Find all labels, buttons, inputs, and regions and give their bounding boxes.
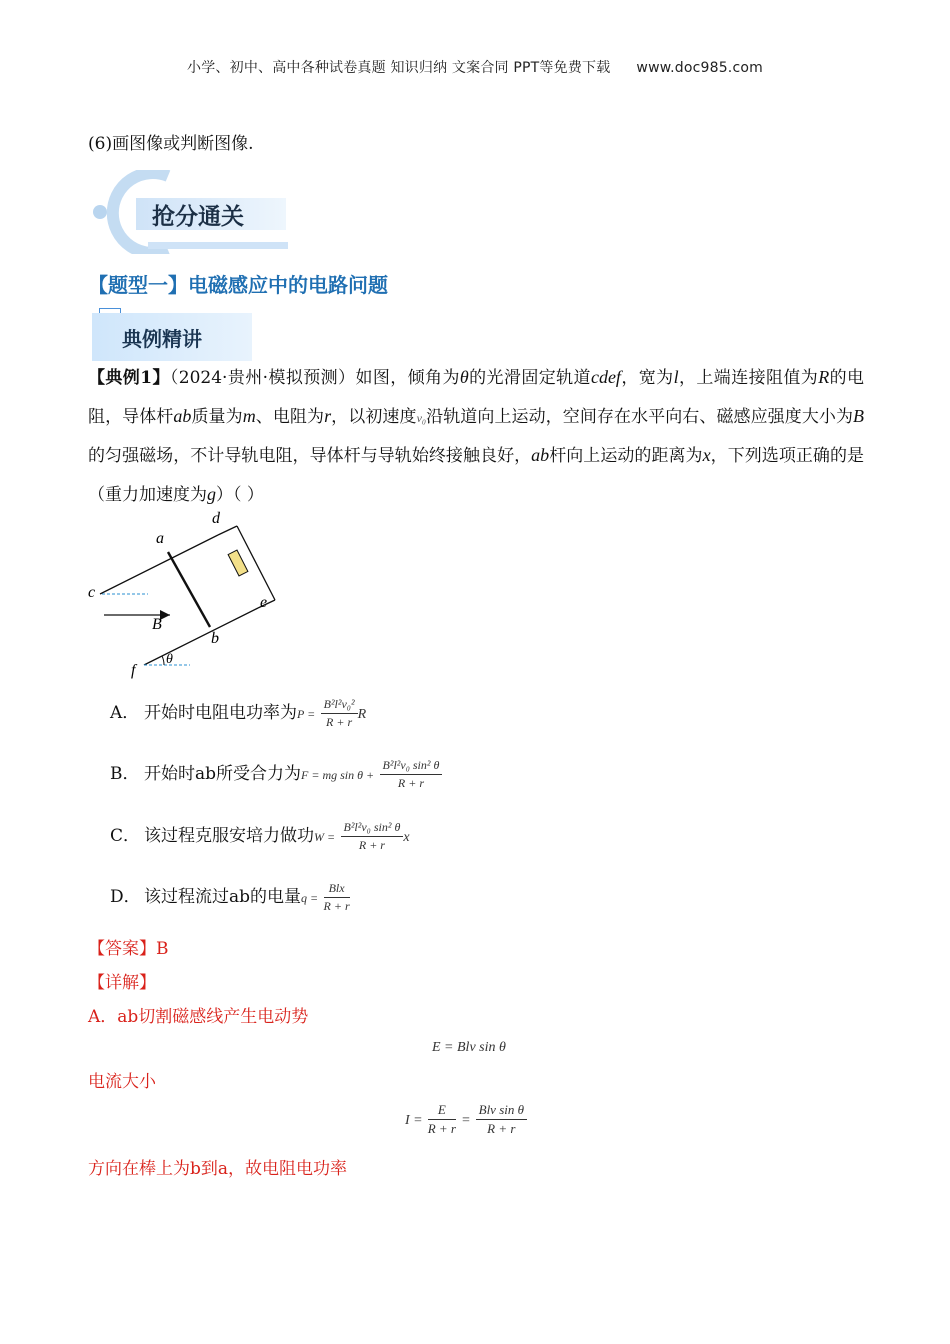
q-var: cdef [590, 367, 621, 387]
option-lhs: q = [301, 891, 319, 905]
option-lhs: P = [297, 707, 316, 721]
banner-underline [148, 242, 288, 249]
answer: 【答案】B [88, 939, 169, 959]
header-text: 小学、初中、高中各种试卷真题 知识归纳 文案合同 PPT等免费下载 [187, 60, 611, 76]
frac-num: Blv sin θ [476, 1102, 527, 1120]
q-text: ，下列选项正确的是（重力加速度为 [88, 446, 865, 505]
eq-frac-2 [476, 1102, 527, 1137]
eq-sign: = [461, 1113, 471, 1128]
section-title: 【题型一】电磁感应中的电路问题 [88, 273, 388, 297]
option-text: 该过程流过ab的电量 [144, 887, 302, 907]
label-theta: θ [166, 652, 173, 667]
badge-text: 典例精讲 [122, 327, 202, 351]
q-var: r [324, 405, 332, 426]
q-var: B [853, 405, 865, 426]
q-text: 质量为 [191, 406, 243, 427]
label-c: c [88, 584, 96, 601]
label-e: e [260, 594, 268, 611]
q-var: x [702, 445, 711, 465]
q-var: g [207, 483, 216, 504]
rail-figure [80, 505, 300, 685]
frac-den: R + r [427, 1121, 456, 1136]
q-var: m [242, 405, 256, 426]
detail-a: A．ab切割磁感线产生电动势 [88, 1007, 309, 1027]
q-text: 的匀强磁场，不计导轨电阻，导体杆与导轨始终接触良好， [88, 446, 532, 466]
option-tail: x [403, 830, 410, 845]
eq-emf-text: E = Blv sin θ [432, 1040, 506, 1055]
angle-arc [162, 656, 164, 665]
option-c[interactable] [110, 820, 410, 853]
example-label: 【典例1】 [88, 368, 170, 388]
q-var: R [818, 367, 830, 387]
frac-den: R + r [358, 838, 385, 852]
page-header [0, 57, 950, 77]
header-site[interactable]: www.doc985.com [636, 60, 763, 76]
q-text: ，以初速度 [331, 406, 417, 427]
q-var: θ [459, 367, 469, 387]
option-fraction [321, 697, 358, 730]
example-question [88, 359, 864, 514]
frac-num: B²l²v₀ sin² θ [341, 820, 404, 837]
label-f: f [131, 662, 136, 679]
option-fraction [324, 881, 350, 914]
label-d: d [212, 510, 220, 527]
detail-label: 【详解】 [88, 973, 156, 993]
q-text: 的电阻，导体杆 [88, 368, 865, 427]
frac-den: R + r [397, 776, 425, 790]
q-text: ，上端连接阻值为 [678, 368, 819, 388]
option-label: C． [110, 826, 141, 846]
current-label: 电流大小 [88, 1072, 156, 1092]
eq-frac-1 [428, 1102, 456, 1137]
option-lhs: W = [314, 830, 336, 844]
example-badge [92, 313, 252, 361]
banner-dot [93, 205, 107, 219]
q-text: 沿轨道向上运动，空间存在水平向右、磁感应强度大小为 [426, 406, 854, 427]
option-d[interactable] [110, 881, 350, 914]
eq-current [405, 1102, 527, 1137]
q-text: 、电阻为 [255, 406, 325, 427]
q-var: l [673, 367, 679, 387]
eq-emf [432, 1040, 506, 1056]
q-text: ，宽为 [620, 368, 674, 388]
direction-text: 方向在棒上为b到a，故电阻电功率 [88, 1159, 348, 1179]
option-label: A． [110, 703, 140, 723]
frac-den: R + r [326, 715, 353, 729]
conductor-ab [168, 552, 210, 627]
label-a: a [156, 530, 164, 547]
q-var: ab [531, 445, 550, 465]
frac-num: B²l²v₀² [321, 697, 358, 714]
option-label: D． [110, 887, 141, 907]
option-text: 开始时ab所受合力为 [144, 764, 302, 784]
q-var: v₀ [416, 410, 427, 425]
option-a[interactable] [110, 697, 366, 730]
option-fraction [380, 758, 443, 791]
option-label: B． [110, 764, 140, 784]
rail-ad [218, 526, 237, 535]
q-text: （2024·贵州·模拟预测）如图，倾角为 [169, 368, 460, 388]
eq-lhs: I = [405, 1113, 423, 1128]
frac-num: E [428, 1102, 456, 1120]
option-text: 该过程克服安培力做功 [144, 826, 314, 846]
q-var: ab [173, 405, 192, 426]
option-b[interactable] [110, 758, 442, 791]
label-B: B [152, 616, 162, 633]
q-text: ）（ ） [216, 484, 264, 505]
option-fraction [341, 820, 404, 853]
intro-line: (6)画图像或判断图像. [88, 134, 254, 154]
q-text: 杆向上运动的距离为 [549, 446, 703, 466]
frac-den: R + r [487, 1121, 516, 1136]
option-text: 开始时电阻电功率为 [144, 703, 297, 723]
frac-den: R + r [323, 899, 350, 913]
label-b: b [211, 630, 219, 647]
q-text: 的光滑固定轨道 [468, 368, 591, 388]
option-lhs: F = mg sin θ + [301, 768, 375, 782]
resistor-R [228, 550, 248, 576]
banner-title: 抢分通关 [152, 204, 244, 230]
frac-num: Blx [324, 881, 350, 898]
section-banner [88, 170, 298, 254]
option-tail: R [357, 707, 367, 722]
frac-num: B²l²v₀ sin² θ [380, 758, 443, 775]
